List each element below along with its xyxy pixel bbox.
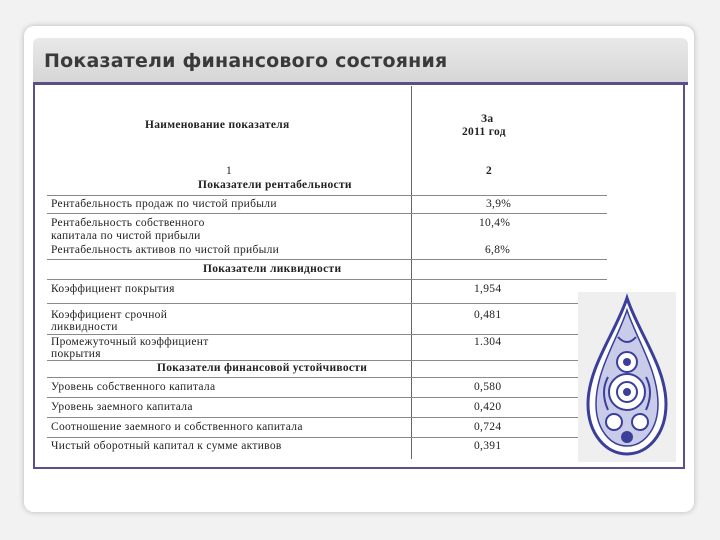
row-value: 10,4% — [479, 217, 511, 229]
header-col-name: Наименование показателя — [145, 119, 290, 131]
row-label: Коэффициент срочной — [51, 309, 168, 321]
ornament-image — [578, 292, 676, 462]
row-value: 1.304 — [474, 336, 502, 348]
row-label: Соотношение заемного и собственного капитала — [51, 421, 303, 433]
header-num-1: 1 — [226, 165, 233, 177]
row-divider — [47, 195, 607, 196]
row-label: Рентабельность активов по чистой прибыли — [51, 244, 280, 256]
row-divider — [47, 417, 607, 418]
header-col-year-line2: 2011 год — [462, 126, 506, 138]
row-divider — [47, 377, 607, 378]
row-label: Уровень заемного капитала — [51, 401, 193, 413]
row-label: капитала по чистой прибыли — [51, 230, 201, 242]
row-value: 6,8% — [485, 244, 511, 256]
row-label: Рентабельность собственного — [51, 217, 205, 229]
row-label: ликвидности — [51, 321, 118, 333]
row-value: 0,420 — [474, 401, 502, 413]
row-divider — [47, 334, 607, 335]
row-value: 1,954 — [474, 283, 502, 295]
row-label: покрытия — [51, 348, 101, 360]
row-label: Уровень собственного капитала — [51, 381, 216, 393]
row-label: Рентабельность продаж по чистой прибыли — [51, 198, 277, 210]
row-label: Промежуточный коэффициент — [51, 336, 209, 348]
row-divider — [47, 360, 607, 361]
row-divider — [47, 303, 607, 304]
row-value: 3,9% — [486, 198, 512, 210]
row-divider — [47, 213, 607, 214]
slide-title: Показатели финансового состояния — [44, 50, 448, 72]
column-divider — [411, 86, 412, 459]
teardrop-ornament-icon — [578, 292, 676, 462]
section-heading: Показатели финансовой устойчивости — [157, 362, 368, 374]
section-heading: Показатели рентабельности — [198, 179, 352, 191]
row-value: 0,724 — [474, 421, 502, 433]
row-divider — [47, 279, 607, 280]
row-label: Коэффициент покрытия — [51, 283, 175, 295]
header-col-year-line1: За — [481, 113, 494, 125]
header-num-2: 2 — [486, 165, 493, 177]
section-heading: Показатели ликвидности — [203, 263, 342, 275]
row-divider — [47, 397, 607, 398]
row-value: 0,580 — [474, 381, 502, 393]
row-label: Чистый оборотный капитал к сумме активов — [51, 440, 282, 452]
row-divider — [47, 437, 607, 438]
row-value: 0,391 — [474, 440, 502, 452]
row-value: 0,481 — [474, 309, 502, 321]
row-divider — [47, 259, 607, 260]
